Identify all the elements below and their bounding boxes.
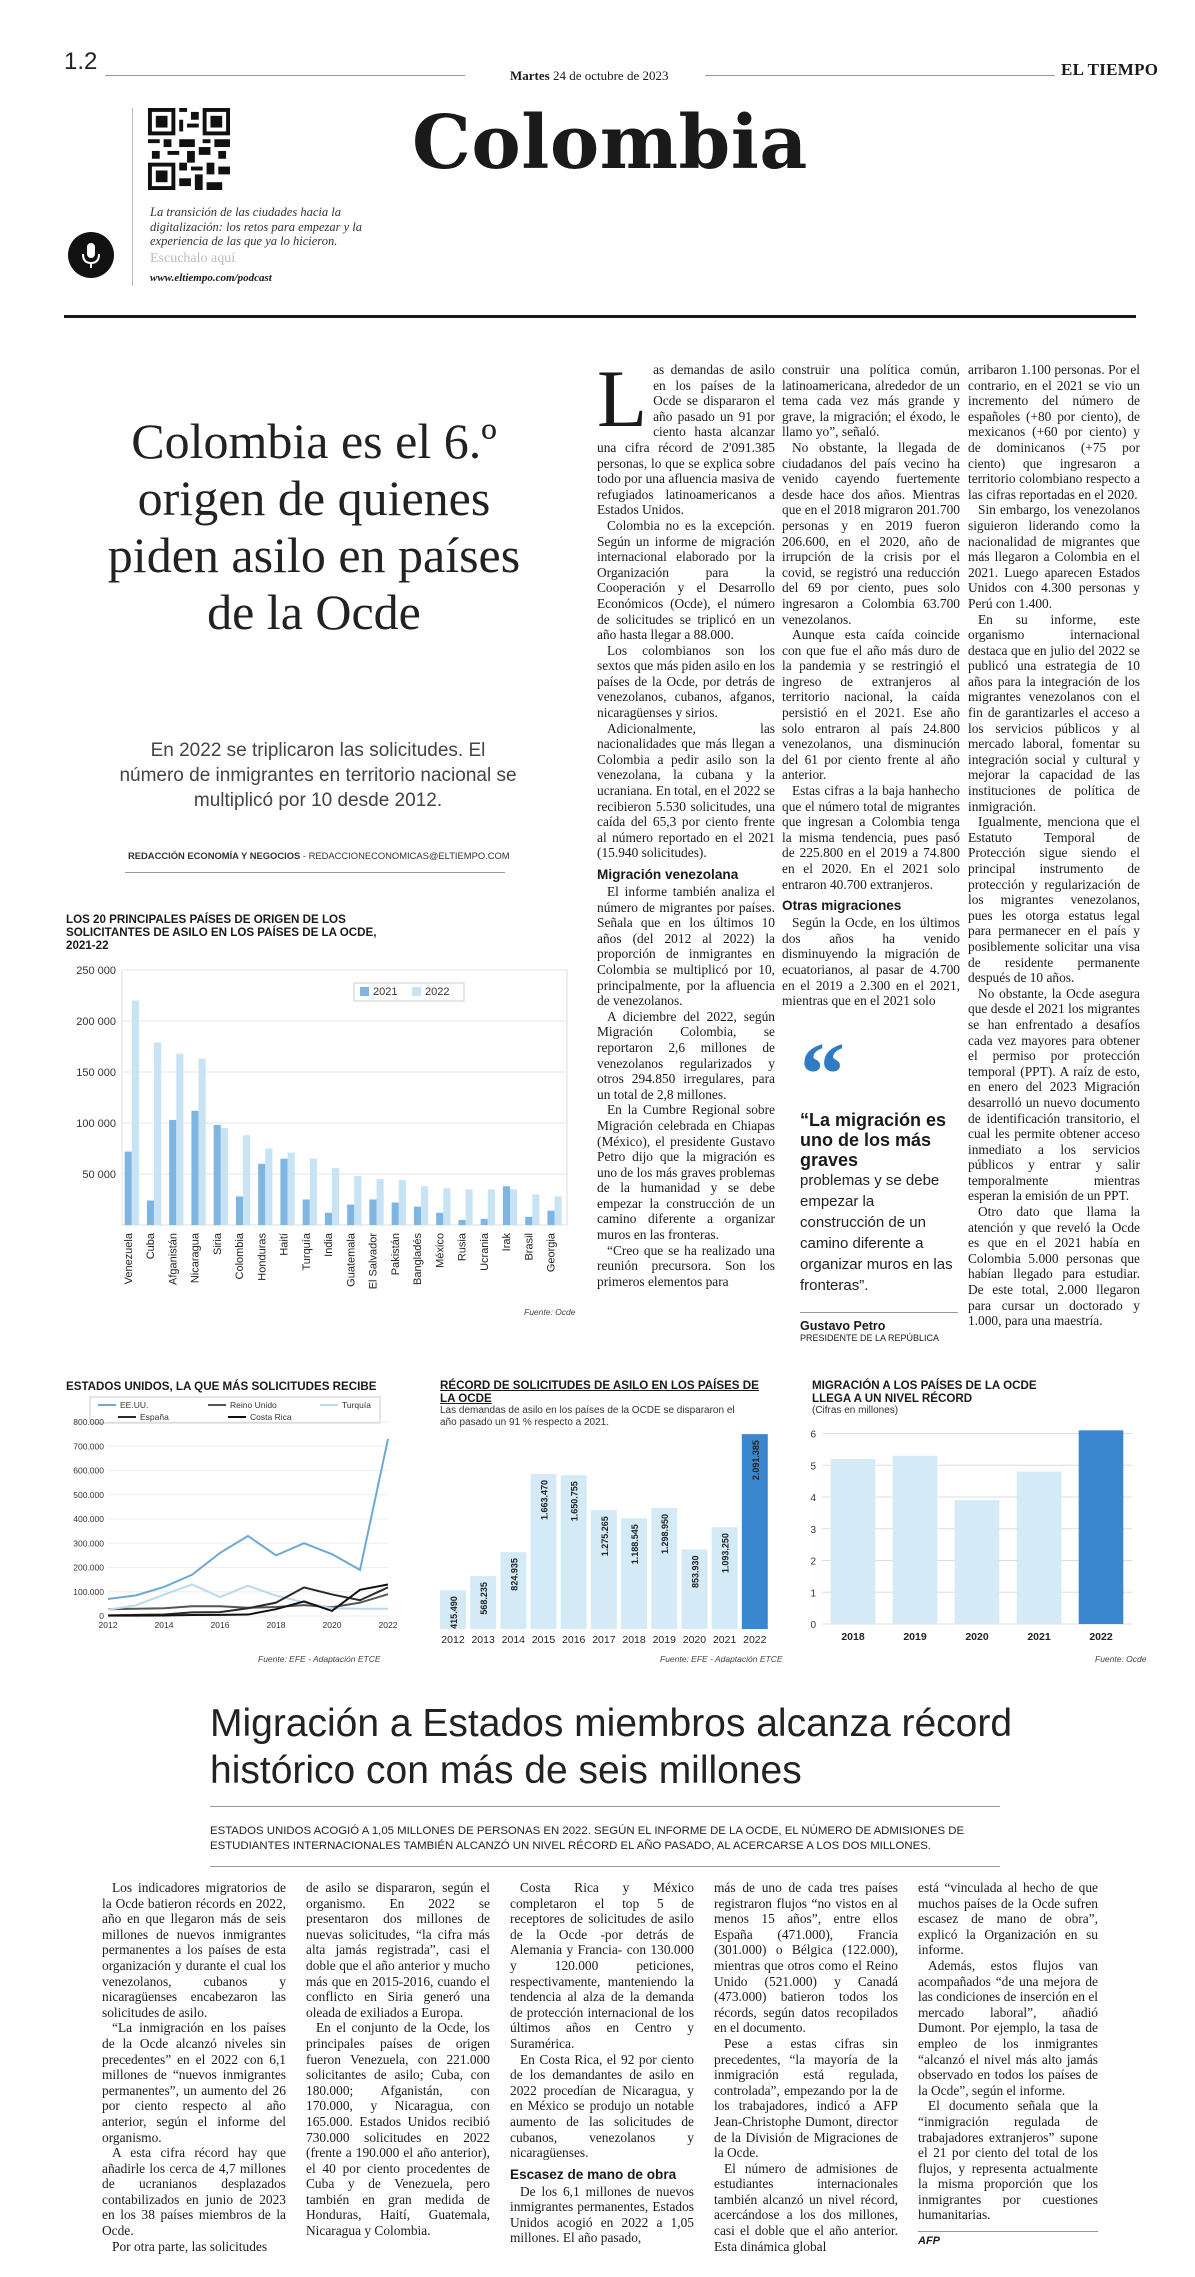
chart2-svg — [60, 1396, 400, 1636]
chart2-xtick: 2022 — [378, 1620, 398, 1630]
chart2-xtick: 2016 — [210, 1620, 230, 1630]
chart3-data-label: 1.650.755 — [569, 1481, 580, 1522]
agency-credit: AFP — [918, 2235, 940, 2248]
paragraph: Aunque esta caída coincide con que fue el año más duro de la pandemia y se restringió el ingreso de extranjeros al territorio nacional, la caída persistió en el 2021. Ese año solo entraron al país 24.800 venezolanos, una disminución del 61 por ciento frente al año anterior. — [782, 627, 960, 783]
main-subhead: En 2022 se triplicaron las solicitudes. El número de inmigrantes en territorio nacional se multiplicó por 10 desde 2012. — [119, 740, 517, 811]
chart1-bar-2021 — [414, 1207, 421, 1225]
chart4-bar — [1017, 1472, 1062, 1624]
chart3-xtick: 2020 — [682, 1634, 707, 1646]
chart1-xtick: Haití — [278, 1233, 291, 1256]
chart3-xtick: 2015 — [531, 1634, 556, 1646]
chart1-xtick: Honduras — [256, 1233, 269, 1281]
chart1-xtick: Rusia — [456, 1233, 469, 1262]
chart4-bar — [1079, 1430, 1124, 1624]
paragraph: Costa Rica y México completaron el top 5 de receptores de solicitudes de asilo de la Ocde -por detrás de Alemania y Francia- con 130.000 y 120.000 peticiones, respectivamente, manteniendo la tendencia al alza de la demanda de protección internacional de los últimos años en Centro y Suramérica. — [510, 1880, 694, 2051]
chart1-title: LOS 20 PRINCIPALES PAÍSES DE ORIGEN DE LOS SOLICITANTES DE ASILO EN LOS PAÍSES DE LA OCDE, 2021-22 — [66, 913, 377, 952]
chart3-data-label: 1.663.470 — [539, 1479, 550, 1521]
paragraph: “La inmigración en los países de la Ocde alcanzó niveles sin precedentes” en el 2022 con 6,1 millones de “nuevos inmigrantes permanentes”, un aumento del 26 por ciento respecto al año anterior, según el informe del organismo. — [102, 2020, 286, 2145]
paragraph: En Costa Rica, el 92 por ciento de los demandantes de asilo en 2022 procedían de Nicaragua, y en México se produjo un notable aumento de las solicitudes de cubanos, venezolanos y nicaragüenses. — [510, 2051, 694, 2161]
paragraph: Estas cifras a la baja hanhecho que el número total de migrantes que ingresan a Colombia tenga la misma tendencia, pues pasó de 225.800 en el 2019 a 74.800 en el 2020. En el 2021 solo entraron 40.700 extranjeros. — [782, 783, 960, 892]
chart1-ytick: 200 000 — [76, 1016, 116, 1028]
chart2-ytick: 500.000 — [73, 1489, 104, 1500]
chart2-ytick: 200.000 — [73, 1562, 104, 1573]
article-col-2 — [782, 362, 960, 1009]
chart2-source: Fuente: EFE - Adaptación ETCE — [258, 1654, 381, 1664]
chart1-xtick: Bangladés — [412, 1233, 425, 1285]
quote-role: PRESIDENTE DE LA REPÚBLICA — [800, 1333, 940, 1343]
paragraph: construir una política común, latinoamericana, alrededor de un tema cada vez más grande y grave, la migración; el éxodo, le llamo yo”, señaló. — [782, 362, 960, 440]
pull-quote — [800, 1025, 958, 1343]
chart1-bar-2021 — [369, 1200, 376, 1226]
paragraph: El número de admisiones de estudiantes internacionales también alcanzó un nivel récord, acercándose a los dos millones, casi el doble que el año anterior. Esta dinámica global — [714, 2160, 898, 2254]
chart3-data-label: 415.490 — [448, 1596, 459, 1629]
chart3-data-label: 1.188.545 — [630, 1524, 641, 1565]
microphone-button[interactable] — [68, 232, 114, 278]
chart1-bar-2022 — [532, 1194, 539, 1225]
chart2-ytick: 700.000 — [73, 1441, 104, 1452]
chart1-bar-2022 — [176, 1054, 183, 1225]
second-col-3 — [510, 1880, 694, 2246]
chart2-xtick: 2014 — [154, 1620, 174, 1630]
chart4-xtick: 2021 — [1027, 1631, 1051, 1643]
chart3-xtick: 2014 — [501, 1634, 526, 1646]
second-col-1 — [102, 1880, 286, 2254]
chart1-bar-2021 — [236, 1196, 243, 1225]
chart3-xtick: 2019 — [652, 1634, 676, 1646]
chart1-bar-2022 — [154, 1042, 161, 1225]
section-rule — [64, 315, 1136, 318]
brand-logo: EL TIEMPO — [1061, 60, 1159, 79]
paragraph: de asilo se dispararon, según el organismo. En 2022 se presentaron dos millones de nuevas solicitudes, “la cifra más alta jamás registrada”, casi el doble que el año anterior y mucho más que en 2015-2016, cuando el conflicto en Siria generó una oleada de exiliados a Europa. — [306, 1880, 490, 2020]
chart2-xtick: 2012 — [98, 1620, 118, 1630]
paragraph: En la Cumbre Regional sobre Migración celebrada en Chiapas (México), el presidente Gustavo Petro dijo que la migración es uno de los más graves problemas de la humanidad y se debe empezar la construcción de un camino diferente a organizar muros en las fronteras. — [597, 1102, 775, 1243]
chart1-bar-2022 — [466, 1189, 473, 1225]
chart1-legend-label: 2022 — [425, 986, 450, 998]
chart1-bar-2021 — [347, 1205, 354, 1225]
chart1-bar-2021 — [481, 1219, 488, 1225]
chart4-xtick: 2018 — [841, 1631, 865, 1643]
chart1-bar-2021 — [503, 1186, 510, 1225]
chart4-ytick: 2 — [810, 1556, 816, 1568]
quote-bold: “La migración es uno de los más graves — [800, 1110, 947, 1170]
chart1-svg — [60, 960, 580, 1320]
chart1-bar-2021 — [525, 1217, 532, 1225]
paragraph: Según la Ocde, en los últimos dos años ha venido disminuyendo la migración de ecuatorianos, al pasar de 4.700 en el 2019 a 2.300 en el 2021, mientras que en el 2021 solo — [782, 915, 960, 1009]
podcast-url[interactable]: www.eltiempo.com/podcast — [150, 272, 272, 284]
second-col-2 — [306, 1880, 490, 2239]
article-col-3 — [968, 362, 1140, 1329]
chart3-data-label: 853.930 — [690, 1555, 701, 1588]
chart3-xtick: 2018 — [622, 1634, 646, 1646]
chart4-bar — [831, 1459, 876, 1624]
chart2-xtick: 2020 — [322, 1620, 342, 1630]
chart2-legend-label: EE.UU. — [120, 1400, 149, 1410]
chart1-bar-2022 — [132, 1001, 139, 1225]
chart1-bar-2022 — [377, 1179, 384, 1225]
quote-rest: problemas y se debe empezar la construcción de un camino diferente a organizar muros en las fronteras”. — [800, 1172, 953, 1294]
paragraph: “Creo que se ha realizado una reunión precursora. Son los primeros elementos para — [597, 1242, 775, 1289]
paragraph: más de uno de cada tres países registraron flujos “no vistos en al menos 15 años”, entre ellos España (471.000), Francia (301.000) o Bélgica (122.000), mientras que otros como el Reino Unido (521.000) y Canadá (473.000) batieron todos los récords, según datos recopilados en el documento. — [714, 1880, 898, 2036]
chart3-xtick: 2016 — [562, 1634, 586, 1646]
paragraph: Igualmente, menciona que el Estatuto Temporal de Protección sigue siendo el principal instrumento de protección y regularización de los migrantes venezolanos, pues les otorga estatus legal para permanecer en el país y posiblemente solicitar una visa de residente permanente después de 10 años. — [968, 814, 1140, 986]
chart3-source: Fuente: EFE - Adaptación ETCE — [660, 1654, 783, 1664]
podcast-host: Escuchalo aquí — [150, 251, 236, 266]
chart1-source: Fuente: Ocde — [524, 1307, 576, 1317]
chart2-legend-label: Reino Unido — [230, 1400, 277, 1410]
second-rule-top — [210, 1806, 1000, 1807]
chart1-bar-2022 — [288, 1153, 295, 1225]
chart1-xtick: Colombia — [234, 1233, 247, 1280]
chart4-ytick: 0 — [810, 1620, 816, 1631]
chart1-bar-2022 — [243, 1135, 250, 1225]
chart4-xtick: 2019 — [903, 1631, 927, 1643]
chart1-bar-2021 — [303, 1200, 310, 1226]
second-rule-bottom — [210, 1866, 1000, 1867]
chart1-xtick: Venezuela — [122, 1233, 135, 1285]
chart2-title: ESTADOS UNIDOS, LA QUE MÁS SOLICITUDES RECIBE — [66, 1380, 377, 1393]
chart1-legend-swatch — [412, 987, 421, 996]
chart4-ytick: 1 — [810, 1588, 816, 1600]
paragraph: El documento señala que la “inmigración regulada de trabajadores extranjeros” supone el 21 por ciento del total de los flujos, y representa actualmente la misma proporción que los inmigrantes por cuestiones humanitarias. — [918, 2098, 1098, 2223]
chart4-bar — [893, 1456, 938, 1624]
paragraph: Los indicadores migratorios de la Ocde batieron récords en 2022, año en que llegaron más de seis millones de nuevos inmigrantes permanentes a los países de esta organización y durante el cual los venezolanos, cubanos y nicaragüenses encabezaron las solicitudes de asilo. — [102, 1880, 286, 2020]
chart1-bar-2022 — [310, 1159, 317, 1225]
chart4-xtick: 2020 — [965, 1631, 989, 1643]
microphone-icon — [68, 232, 114, 278]
chart1-bar-2022 — [399, 1180, 406, 1225]
chart3-xtick: 2022 — [743, 1634, 767, 1646]
chart4-ytick: 6 — [810, 1429, 816, 1441]
chart4-box — [812, 1379, 1052, 1417]
chart4-source: Fuente: Ocde — [1095, 1654, 1147, 1664]
chart4-title: MIGRACIÓN A LOS PAÍSES DE LA OCDE LLEGA A UN NIVEL RÉCORD — [812, 1379, 1037, 1405]
chart3-data-label: 1.275.265 — [599, 1516, 610, 1557]
paragraph: as demandas de asilo en los países de la Ocde se dispararon el año pasado un 91 por ciento hasta alcanzar una cifra récord de 2'091.385 personas, lo que se explica sobre todo por una afluencia masiva de refugiados latinoamericanos a Estados Unidos. — [597, 362, 775, 518]
paragraph: Los colombianos son los sextos que más piden asilo en los países de la Ocde, por detrás de venezolanos, cubanos, afganos, nicaragüenses y sirios. — [597, 642, 775, 721]
paragraph: En el conjunto de la Ocde, los principales países de origen fueron Venezuela, con 221.000 solicitantes de asilo; Cuba, con 180.000; Afganistán, con 170.000, y Nicaragua, con 165.000. Estados Unidos recibió 730.000 solicitudes en 2022 (frente a 190.000 el año anterior), el 40 por ciento procedentes de Cuba y de Venezuela, pero también en gran medida de Honduras, Haití, Guatemala, Nicaragua y Colombia. — [306, 2020, 490, 2239]
subhead-otras: Otras migraciones — [782, 898, 902, 914]
subhead-venezolana: Migración venezolana — [597, 867, 739, 882]
chart3-data-label: 568.235 — [479, 1582, 490, 1615]
chart4-xtick: 2022 — [1089, 1631, 1113, 1643]
chart2-legend-label: España — [140, 1412, 169, 1422]
chart2-legend-label: Turquía — [342, 1400, 371, 1410]
chart4-ytick: 4 — [810, 1493, 816, 1505]
chart1-bar-2021 — [458, 1220, 465, 1225]
page-date: Martes 24 de octubre de 2023 — [510, 68, 669, 83]
chart1-xtick: Cuba — [145, 1233, 158, 1260]
subhead-escasez: Escasez de mano de obra — [510, 2166, 677, 2182]
chart1-bar-2022 — [510, 1189, 517, 1225]
chart1-bar-2021 — [125, 1152, 132, 1225]
chart2-ytick: 800.000 — [73, 1417, 104, 1427]
paragraph: Otro dato que llama la atención y que reveló la Ocde es que en el 2021 había en Colombia 5.000 personas que habían llegado para estudiar. De este total, 2.000 llegaron para cursar un doctorado y 1.000, para una maestría. — [968, 1204, 1140, 1329]
chart1-ytick: 50 000 — [82, 1169, 116, 1181]
chart1-xtick: Afganistán — [167, 1233, 180, 1285]
chart2-ytick: 100.000 — [73, 1586, 104, 1597]
chart1-xtick: Irak — [501, 1233, 514, 1252]
chart3-title: RÉCORD DE SOLICITUDES DE ASILO EN LOS PAÍSES DE LA OCDE — [440, 1379, 759, 1405]
quote-mark-icon: “ — [800, 1025, 845, 1124]
chart3-xtick: 2013 — [471, 1634, 495, 1646]
chart1-bar-2021 — [325, 1213, 332, 1225]
byline: REDACCIÓN ECONOMÍA Y NEGOCIOS - REDACCIONECONOMICAS@ELTIEMPO.COM — [128, 850, 510, 861]
paragraph: arribaron 1.100 personas. Por el contrario, en el 2021 se vio un incremento del número de españoles (+80 por ciento), de mexicanos (+60 por ciento) y de dominicanos (+75 por ciento) que ingresaron a territorio colombiano respecto a las cifras reportadas en el 2020. — [968, 362, 1140, 502]
chart1-xtick: El Salvador — [367, 1233, 380, 1290]
chart1-xtick: Pakistán — [389, 1233, 402, 1276]
chart2-xtick: 2018 — [266, 1620, 286, 1630]
chart1-legend-label: 2021 — [373, 986, 398, 998]
chart1-bar-2021 — [436, 1213, 443, 1225]
chart1-ytick: 100 000 — [76, 1118, 116, 1130]
paragraph: está “vinculada al hecho de que muchos países de la Ocde sufren escasez de mano de obra”, explicó la Organización en su informe. — [918, 1880, 1098, 1958]
chart1-bar-2022 — [332, 1168, 339, 1225]
chart4-bar — [955, 1500, 1000, 1624]
chart1-ytick: 250 000 — [76, 965, 116, 977]
chart4-ytick: 3 — [810, 1524, 816, 1536]
paragraph: Por otra parte, las solicitudes — [112, 2238, 268, 2254]
chart1-bar-2021 — [191, 1111, 198, 1225]
chart1-xtick: Turquía — [300, 1233, 313, 1271]
page-number: 1.2 — [64, 48, 98, 75]
chart3-xtick: 2021 — [712, 1634, 737, 1646]
paragraph: A diciembre del 2022, según Migración Colombia, se reportaron 2,6 millones de venezolanos regularizados y otros 294.850 irregulares, para un total de 2,8 millones. — [597, 1008, 775, 1102]
podcast-rule — [132, 108, 133, 286]
second-col-5 — [918, 1880, 1098, 2247]
chart1-xtick: Siria — [211, 1233, 224, 1256]
chart4-ytick: 5 — [810, 1461, 816, 1473]
chart1-bar-2022 — [488, 1189, 495, 1225]
chart1-xtick: India — [323, 1233, 336, 1257]
podcast-text: La transición de las ciudades hacia la digitalización: los retos para empezar y la experiencia de las que ya lo hicieron. — [150, 205, 363, 248]
chart1-bar-2022 — [199, 1059, 206, 1225]
paragraph: Adicionalmente, las nacionalidades que más llegan a Colombia a pedir asilo son la venezolana, la cubana y la ucraniana. En total, en el 2022 se recibieron 5.530 solicitudes, una caída del 65,3 por ciento frente al número reportado en el 2021 (15.940 solicitudes). — [597, 720, 775, 861]
paragraph: El informe también analiza el número de migrantes por países. Señala que en los últimos 10 años (del 2012 al 2022) la proporción de inmigrantes en Colombia se multiplicó por 10, principalmente, por la afluencia de venezolanos. — [597, 884, 775, 1009]
chart1-bar-2022 — [443, 1188, 450, 1225]
article-col-1 — [597, 353, 775, 1289]
chart1-bar-2021 — [214, 1125, 221, 1225]
chart1-xtick: México — [434, 1233, 447, 1268]
paragraph: Colombia no es la excepción. Según un informe de migración internacional elaborado por la Organización para la Cooperación y el Desarrollo Económicos (Ocde), el número de solicitudes se triplicó en un año hasta llegar a 88.000. — [597, 517, 775, 643]
paragraph: A esta cifra récord hay que añadirle los cerca de 4,7 millones de ucranianos desplazados contabilizados en junio de 2023 en los 38 países miembros de la Ocde. — [102, 2145, 286, 2239]
chart1-frame — [122, 970, 567, 1225]
chart2-ytick: 600.000 — [73, 1465, 104, 1476]
chart2-ytick: 300.000 — [73, 1538, 104, 1549]
paragraph: En su informe, este organismo internacional destaca que en julio del 2022 se publicó una estrategia de 10 años para la integración de los migrantes venezolanos con el fin de garantizarles el acceso a los servicios públicos y al mercado laboral, fomentar su integración social y cultural y mejorar la capacidad de las instituciones de política de inmigración. — [968, 611, 1140, 814]
chart3-subtitle: Las demandas de asilo en los países de la OCDE se dispararon el año pasado un 91 % respecto a 2021. — [440, 1405, 735, 1428]
qr-code-icon — [148, 108, 230, 190]
header-rule-left — [105, 75, 465, 76]
chart1-bar-2022 — [555, 1196, 562, 1225]
byline-rule — [125, 872, 505, 873]
quote-author: Gustavo Petro — [800, 1319, 886, 1333]
chart2-ytick: 0 — [99, 1611, 104, 1621]
chart1-xtick: Georgia — [545, 1233, 558, 1273]
chart1-xtick: Guatemala — [345, 1233, 358, 1287]
chart1-bar-2021 — [147, 1201, 154, 1225]
paragraph: Sin embargo, los venezolanos siguieron liderando como la nacionalidad de migrantes que más llegaron a Colombia en el 2021. Luego aparecen Estados Unidos con 4.300 personas y Perú con 1.400. — [968, 502, 1140, 611]
chart3-data-label: 824.935 — [509, 1558, 520, 1591]
chart1-bar-2022 — [221, 1128, 228, 1225]
chart4-subtitle: (Cifras en millones) — [812, 1405, 899, 1416]
second-deck: ESTADOS UNIDOS ACOGIÓ A 1,05 MILLONES DE PERSONAS EN 2022. SEGÚN EL INFORME DE LA OCDE, EL NÚMERO DE ADMISIONES DE ESTUDIANTES INTERNACIONALES TAMBIÉN ALCANZÓ UN NIVEL RÉCORD EL AÑO PASADO, AL ACERCARSE A LOS DOS MILLONES. — [210, 1825, 965, 1852]
second-headline: Migración a Estados miembros alcanza récord histórico con más de seis millones — [210, 1702, 1013, 1792]
paragraph: Además, estos flujos van acompañados “de una mejora de las condiciones de inserción en el mercado laboral”, añadió Dumont. Por ejemplo, la tasa de empleo de los inmigrantes “alcanzó el nivel más alto jamás observado en todos los países de la Ocde”, según el informe. — [918, 1957, 1098, 2098]
drop-cap: L — [597, 353, 648, 444]
chart2-ytick: 400.000 — [73, 1514, 104, 1524]
paragraph: Pese a estas cifras sin precedentes, “la mayoría de la inmigración está regulada, controlada”, empezando por la de los trabajadores, indicó a AFP Jean-Christophe Dumont, director de la División de Migraciones de la Ocde. — [714, 2035, 898, 2161]
chart1-bar-2021 — [280, 1159, 287, 1225]
chart3-data-label: 1.093.250 — [720, 1533, 731, 1574]
chart1-bar-2021 — [547, 1211, 554, 1225]
second-col-4 — [714, 1880, 898, 2254]
paragraph: De los 6,1 millones de nuevos inmigrantes permanentes, Estados Unidos acogió en 2022 a 1,05 millones. El año pasado, — [510, 2183, 694, 2246]
header-rule-right — [705, 75, 1055, 76]
chart1-ytick: 150 000 — [76, 1067, 116, 1079]
chart1-bar-2022 — [354, 1176, 361, 1225]
chart1-xtick: Nicaragua — [189, 1233, 202, 1284]
chart1-xtick: Ucrania — [478, 1233, 491, 1271]
paragraph: No obstante, la llegada de ciudadanos del país vecino ha venido cayendo fuertemente desde hace dos años. Mientras que en el 2018 migraron 201.700 personas y en 2019 fueron 206.600, en el 2020, año de irrupción de la crisis por el covid, se registró una reducción del 69 por ciento, pues solo ingresaron a Colombia 63.700 venezolanos. — [782, 439, 960, 627]
chart2-legend-label: Costa Rica — [250, 1412, 292, 1422]
main-headline: Colombia es el 6.º origen de quienes piden asilo en países de la Ocde — [107, 413, 521, 640]
chart1-bar-2022 — [421, 1186, 428, 1225]
chart1-bar-2022 — [265, 1149, 272, 1226]
chart1-xtick: Brasil — [523, 1233, 536, 1261]
chart4-svg — [800, 1420, 1145, 1660]
chart3-data-label: 1.298.950 — [660, 1513, 671, 1555]
section-title: Colombia — [412, 100, 808, 186]
paragraph: No obstante, la Ocde asegura que desde el 2021 los migrantes se han enfrentado a desafíos cada vez mayores para obtener el permiso por protección temporal (PPT). A raíz de esto, en enero del 2023 Migración desarrolló un nuevo documento de identificación transitorio, el cual les permite obtener acceso inmediato a los servicios públicos y entrar y salir temporalmente mientras esperan la emisión de un PPT. — [968, 985, 1140, 1204]
chart3-xtick: 2012 — [441, 1634, 465, 1646]
chart3-xtick: 2017 — [592, 1634, 616, 1646]
chart1-bar-2021 — [258, 1164, 265, 1225]
chart3-svg — [438, 1420, 778, 1655]
chart1-bar-2021 — [169, 1120, 176, 1225]
chart3-data-label: 2.091.385 — [750, 1440, 761, 1481]
chart1-bar-2021 — [392, 1203, 399, 1225]
chart1-legend-swatch — [360, 987, 369, 996]
